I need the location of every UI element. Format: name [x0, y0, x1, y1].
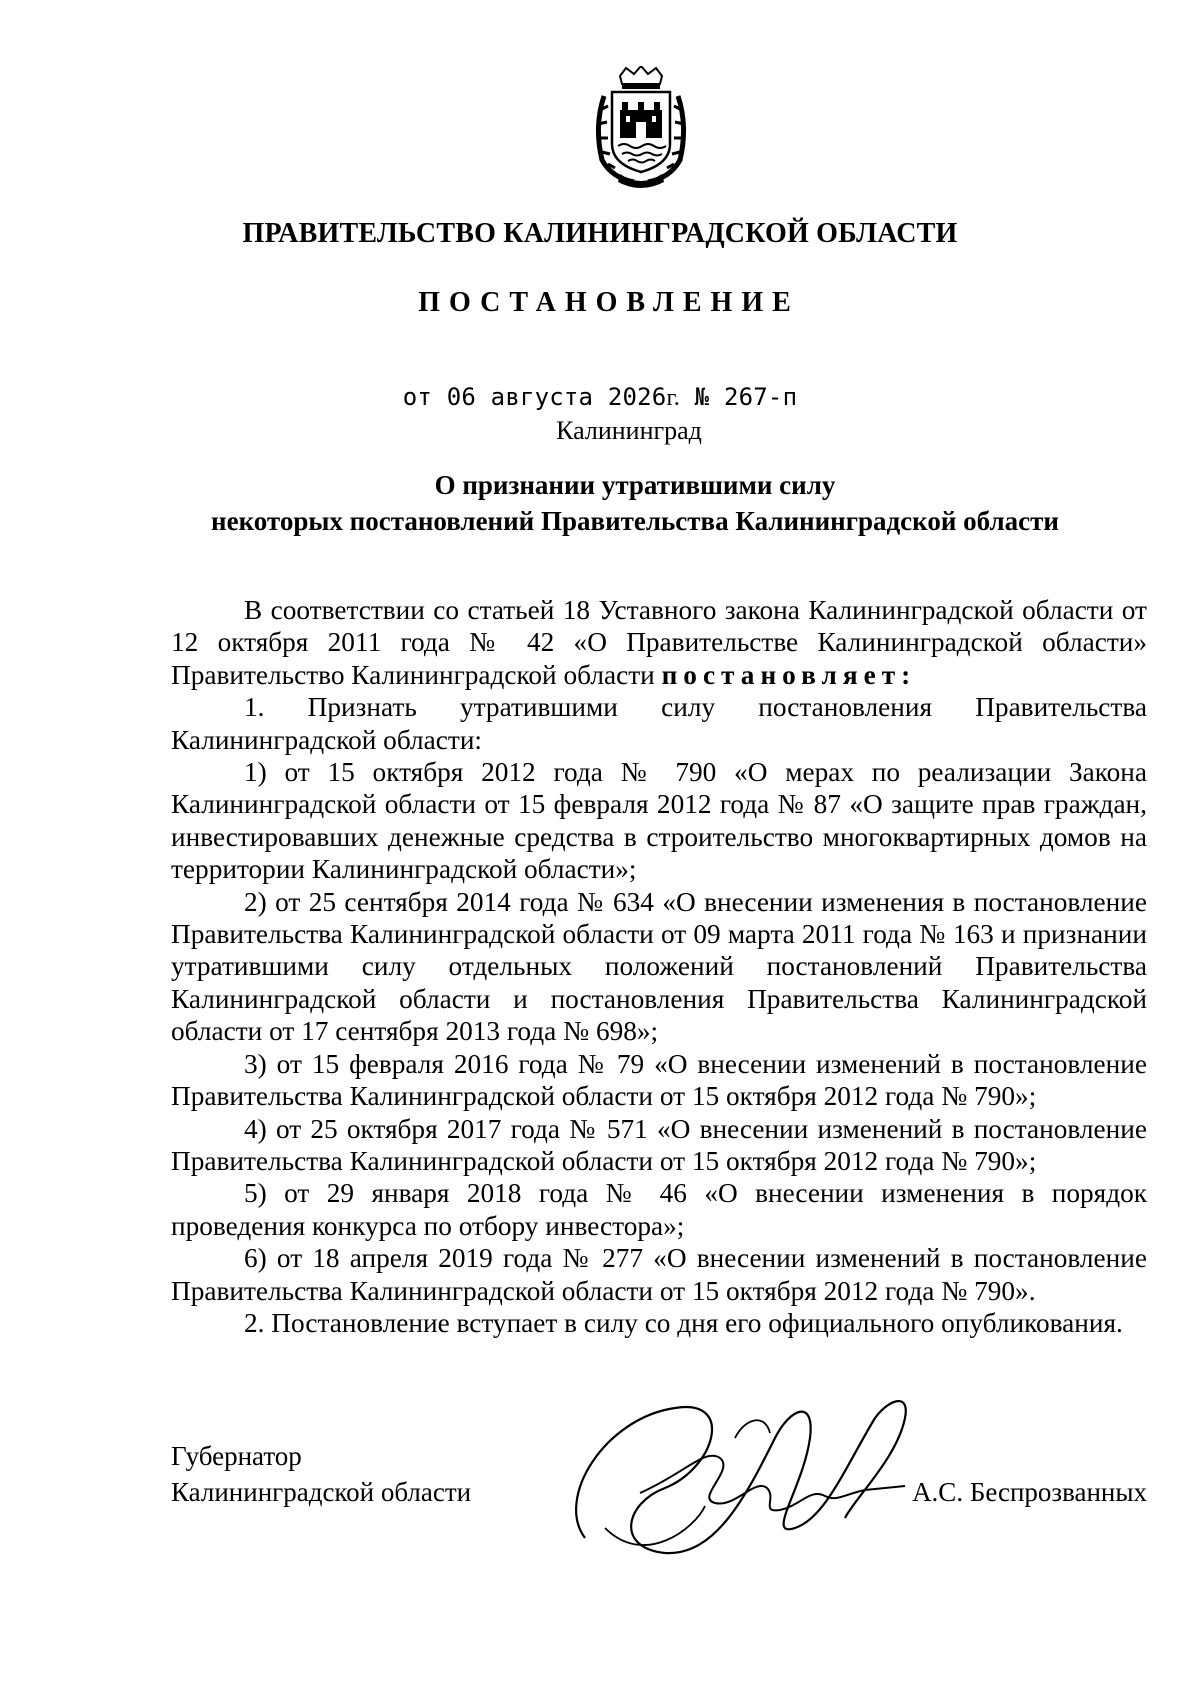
title-line-2: некоторых постановлений Правительства Калининградской области	[211, 506, 1059, 536]
city-name: Калининград	[556, 416, 702, 445]
subitem-4: 4) от 25 октября 2017 года № 571 «О внесении изменений в постановление Правительства Калининградской области от 15 октября 2012 года № 790»;	[171, 1113, 1147, 1176]
year-suffix: г.	[666, 385, 681, 411]
signatory-name: А.С. Беспрозванных	[912, 1477, 1147, 1507]
subitem-2: 2) от 25 сентября 2014 года № 634 «О внесении изменения в постановление Правительства Калининградской области от 09 марта 2011 года № 163 и признании утратившими силу отдельных положений постановлений Правительства Калининградской области и постановления Правительства Калининградской области от 17 сентября 2013 года № 698»;	[171, 886, 1147, 1047]
number-sign: №	[694, 383, 710, 411]
subitem-5: 5) от 29 января 2018 года № 46 «О внесении изменения в порядок проведения конкурса по отбору инвестора»;	[171, 1178, 1147, 1241]
document-date: 06 августа 2026	[446, 383, 667, 411]
signatory-position	[171, 1438, 471, 1510]
position-line-2: Калининградской области	[171, 1477, 472, 1507]
signature-block	[0, 1438, 1200, 1558]
position-line-1: Губернатор	[171, 1441, 302, 1471]
preamble-paragraph	[171, 594, 1147, 691]
document-number: 267-п	[723, 383, 798, 411]
date-prefix: от	[402, 383, 433, 411]
title-line-1: О признании утратившими силу	[434, 470, 836, 500]
document-body	[171, 594, 1147, 1339]
subitem-1: 1) от 15 октября 2012 года № 790 «О мерах по реализации Закона Калининградской области от 15 февраля 2012 года № 87 «О защите прав граждан, инвестировавших денежные средства в строительство многоквартирных домов на территории Калининградской области»;	[171, 757, 1147, 885]
organization-name: ПРАВИТЕЛЬСТВО КАЛИНИНГРАДСКОЙ ОБЛАСТИ	[242, 218, 958, 249]
handwritten-signature	[545, 1378, 955, 1578]
item-1: 1. Признать утратившими силу постановления Правительства Калининградской области:	[171, 692, 1147, 755]
item-2: 2. Постановление вступает в силу со дня его официального опубликования.	[244, 1307, 1123, 1338]
coat-of-arms-emblem	[590, 66, 692, 188]
document-title	[0, 467, 1200, 539]
decree-word: постановляет:	[661, 659, 917, 690]
document-type: ПОСТАНОВЛЕНИЕ	[418, 287, 800, 318]
date-number-line	[0, 383, 1200, 412]
subitem-3: 3) от 15 февраля 2016 года № 79 «О внесении изменений в постановление Правительства Калининградской области от 15 октября 2012 года № 790»;	[171, 1048, 1147, 1112]
subitem-6: 6) от 18 апреля 2019 года № 277 «О внесении изменений в постановление Правительства Калининградской области от 15 октября 2012 года № 790».	[171, 1243, 1147, 1306]
preamble-text: В соответствии со статьей 18 Уставного закона Калининградской области от 12 октября 2011 года № 42 «О Правительстве Калининградской области» Правительство Калининградской области	[171, 595, 1147, 690]
